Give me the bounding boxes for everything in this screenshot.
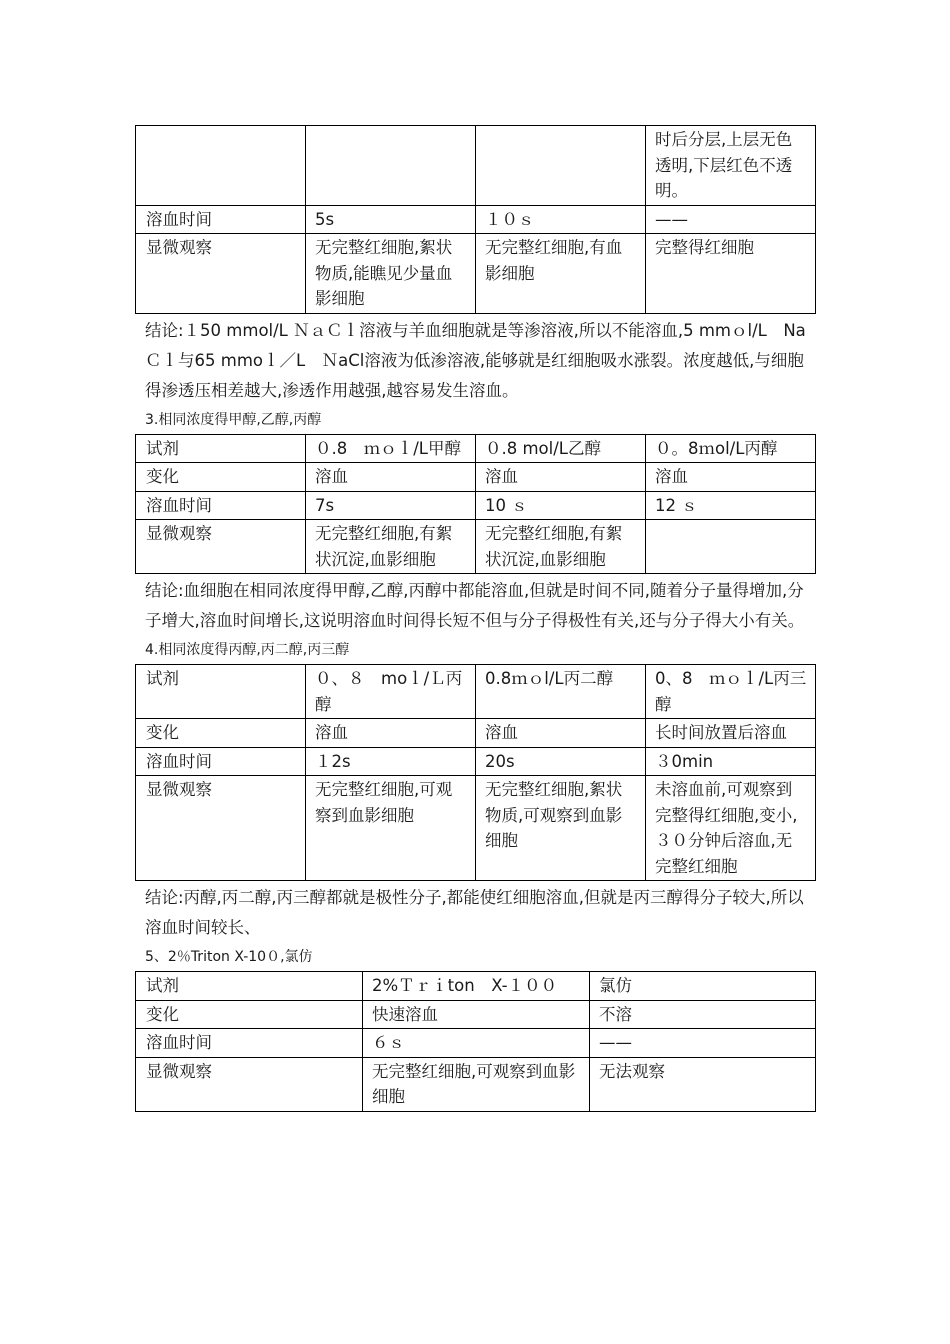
table-cell: 溶血时间: [136, 1029, 363, 1058]
table-cell: 7s: [306, 491, 476, 520]
table-cell: 无完整红细胞,有血影细胞: [476, 234, 646, 314]
table-cell: 无完整红细胞,有絮状沉淀,血影细胞: [476, 520, 646, 574]
hemolysis-table-alcohols: [135, 434, 816, 575]
table-cell: 0.8ｍｏl/L丙二醇: [476, 665, 646, 719]
hemolysis-table-nacl: [135, 125, 816, 314]
table-cell: 溶血时间: [136, 491, 306, 520]
table-row: [136, 234, 816, 314]
table-cell: １０ｓ: [476, 205, 646, 234]
table-cell: 无法观察: [590, 1057, 816, 1111]
table-cell: [646, 520, 816, 574]
table-cell: 试剂: [136, 665, 306, 719]
table-cell: 变化: [136, 1000, 363, 1029]
table-row: [136, 776, 816, 881]
table-cell: 变化: [136, 463, 306, 492]
table-cell: 未溶血前,可观察到完整得红细胞,变小,３０分钟后溶血,无完整红细胞: [646, 776, 816, 881]
table-cell: 显微观察: [136, 234, 306, 314]
table-cell: 完整得红细胞: [646, 234, 816, 314]
hemolysis-table-triton-chloroform: [135, 971, 816, 1112]
conclusion-paragraph: 结论:１50 mmol/L ＮａＣｌ溶液与羊血细胞就是等渗溶液,所以不能溶血,5 mmｏl/L NaＣｌ与65 mmoｌ／L ＮaCl溶液为低渗溶液,能够就是红细胞吸水涨裂。浓度越低,与细胞得渗透压相差越大,渗透作用越强,越容易发生溶血。: [145, 320, 806, 400]
table-cell: ０。8ｍol/L丙醇: [646, 434, 816, 463]
table-cell: 溶血时间: [136, 747, 306, 776]
conclusion-paragraph: 结论:丙醇,丙二醇,丙三醇都就是极性分子,都能使红细胞溶血,但就是丙三醇得分子较大,所以溶血时间较长、: [145, 888, 804, 937]
table-cell: 无完整红细胞,可观察到血影细胞: [306, 776, 476, 881]
table-row: [136, 434, 816, 463]
table-cell: 无完整红细胞,可观察到血影细胞: [363, 1057, 590, 1111]
table-row: [136, 972, 816, 1001]
table-row: [136, 665, 816, 719]
table-row: [136, 1029, 816, 1058]
table-cell: 溶血: [306, 463, 476, 492]
table-cell: 试剂: [136, 434, 306, 463]
table-cell: ０、８ moｌ/Ｌ丙醇: [306, 665, 476, 719]
table-cell: ——: [646, 205, 816, 234]
table-cell: 2%Ｔｒｉton X-１００: [363, 972, 590, 1001]
table-cell: 不溶: [590, 1000, 816, 1029]
table-cell: 试剂: [136, 972, 363, 1001]
document-page: [135, 125, 815, 1112]
table-cell: 时后分层,上层无色透明,下层红色不透明。: [646, 126, 816, 206]
table-cell: 溶血: [476, 719, 646, 748]
table-cell: 显微观察: [136, 1057, 363, 1111]
table-cell: 氯仿: [590, 972, 816, 1001]
table-cell: 溶血时间: [136, 205, 306, 234]
table-cell: 长时间放置后溶血: [646, 719, 816, 748]
table-cell: 变化: [136, 719, 306, 748]
hemolysis-table-propanols: [135, 664, 816, 881]
table-cell: 12 ｓ: [646, 491, 816, 520]
table-cell: 显微观察: [136, 520, 306, 574]
table-cell: 溶血: [306, 719, 476, 748]
table-cell: 溶血: [646, 463, 816, 492]
table-cell: 无完整红细胞,絮状物质,能瞧见少量血影细胞: [306, 234, 476, 314]
section-heading: 4.相同浓度得丙醇,丙二醇,丙三醇: [145, 642, 350, 658]
table-cell: １2s: [306, 747, 476, 776]
table-cell: [306, 126, 476, 206]
table-row: [136, 520, 816, 574]
table-cell: 快速溶血: [363, 1000, 590, 1029]
table-cell: 20s: [476, 747, 646, 776]
table-cell: ——: [590, 1029, 816, 1058]
table-cell: ０.8 mol/L乙醇: [476, 434, 646, 463]
table-row: [136, 1057, 816, 1111]
table-cell: ３0min: [646, 747, 816, 776]
section-heading: 5、2％Triton X-10０,氯仿: [145, 949, 313, 965]
table-cell: 无完整红细胞,有絮状沉淀,血影细胞: [306, 520, 476, 574]
table-cell: 0、8 ｍｏｌ/L丙三醇: [646, 665, 816, 719]
table-row: [136, 719, 816, 748]
section-heading: 3.相同浓度得甲醇,乙醇,丙醇: [145, 411, 322, 428]
table-row: [136, 747, 816, 776]
conclusion-paragraph: 结论:血细胞在相同浓度得甲醇,乙醇,丙醇中都能溶血,但就是时间不同,随着分子量得增加,分子增大,溶血时间增长,这说明溶血时间得长短不但与分子得极性有关,还与分子得大小有关。: [145, 581, 805, 630]
table-cell: 溶血: [476, 463, 646, 492]
table-row: [136, 126, 816, 206]
table-row: [136, 491, 816, 520]
table-cell: ６ｓ: [363, 1029, 590, 1058]
table-cell: 5s: [306, 205, 476, 234]
table-cell: ０.8 ｍｏｌ/L甲醇: [306, 434, 476, 463]
table-cell: [136, 126, 306, 206]
table-cell: 无完整红细胞,絮状物质,可观察到血影细胞: [476, 776, 646, 881]
table-cell: 显微观察: [136, 776, 306, 881]
table-cell: 10 ｓ: [476, 491, 646, 520]
table-cell: [476, 126, 646, 206]
table-row: [136, 463, 816, 492]
table-row: [136, 205, 816, 234]
table-row: [136, 1000, 816, 1029]
